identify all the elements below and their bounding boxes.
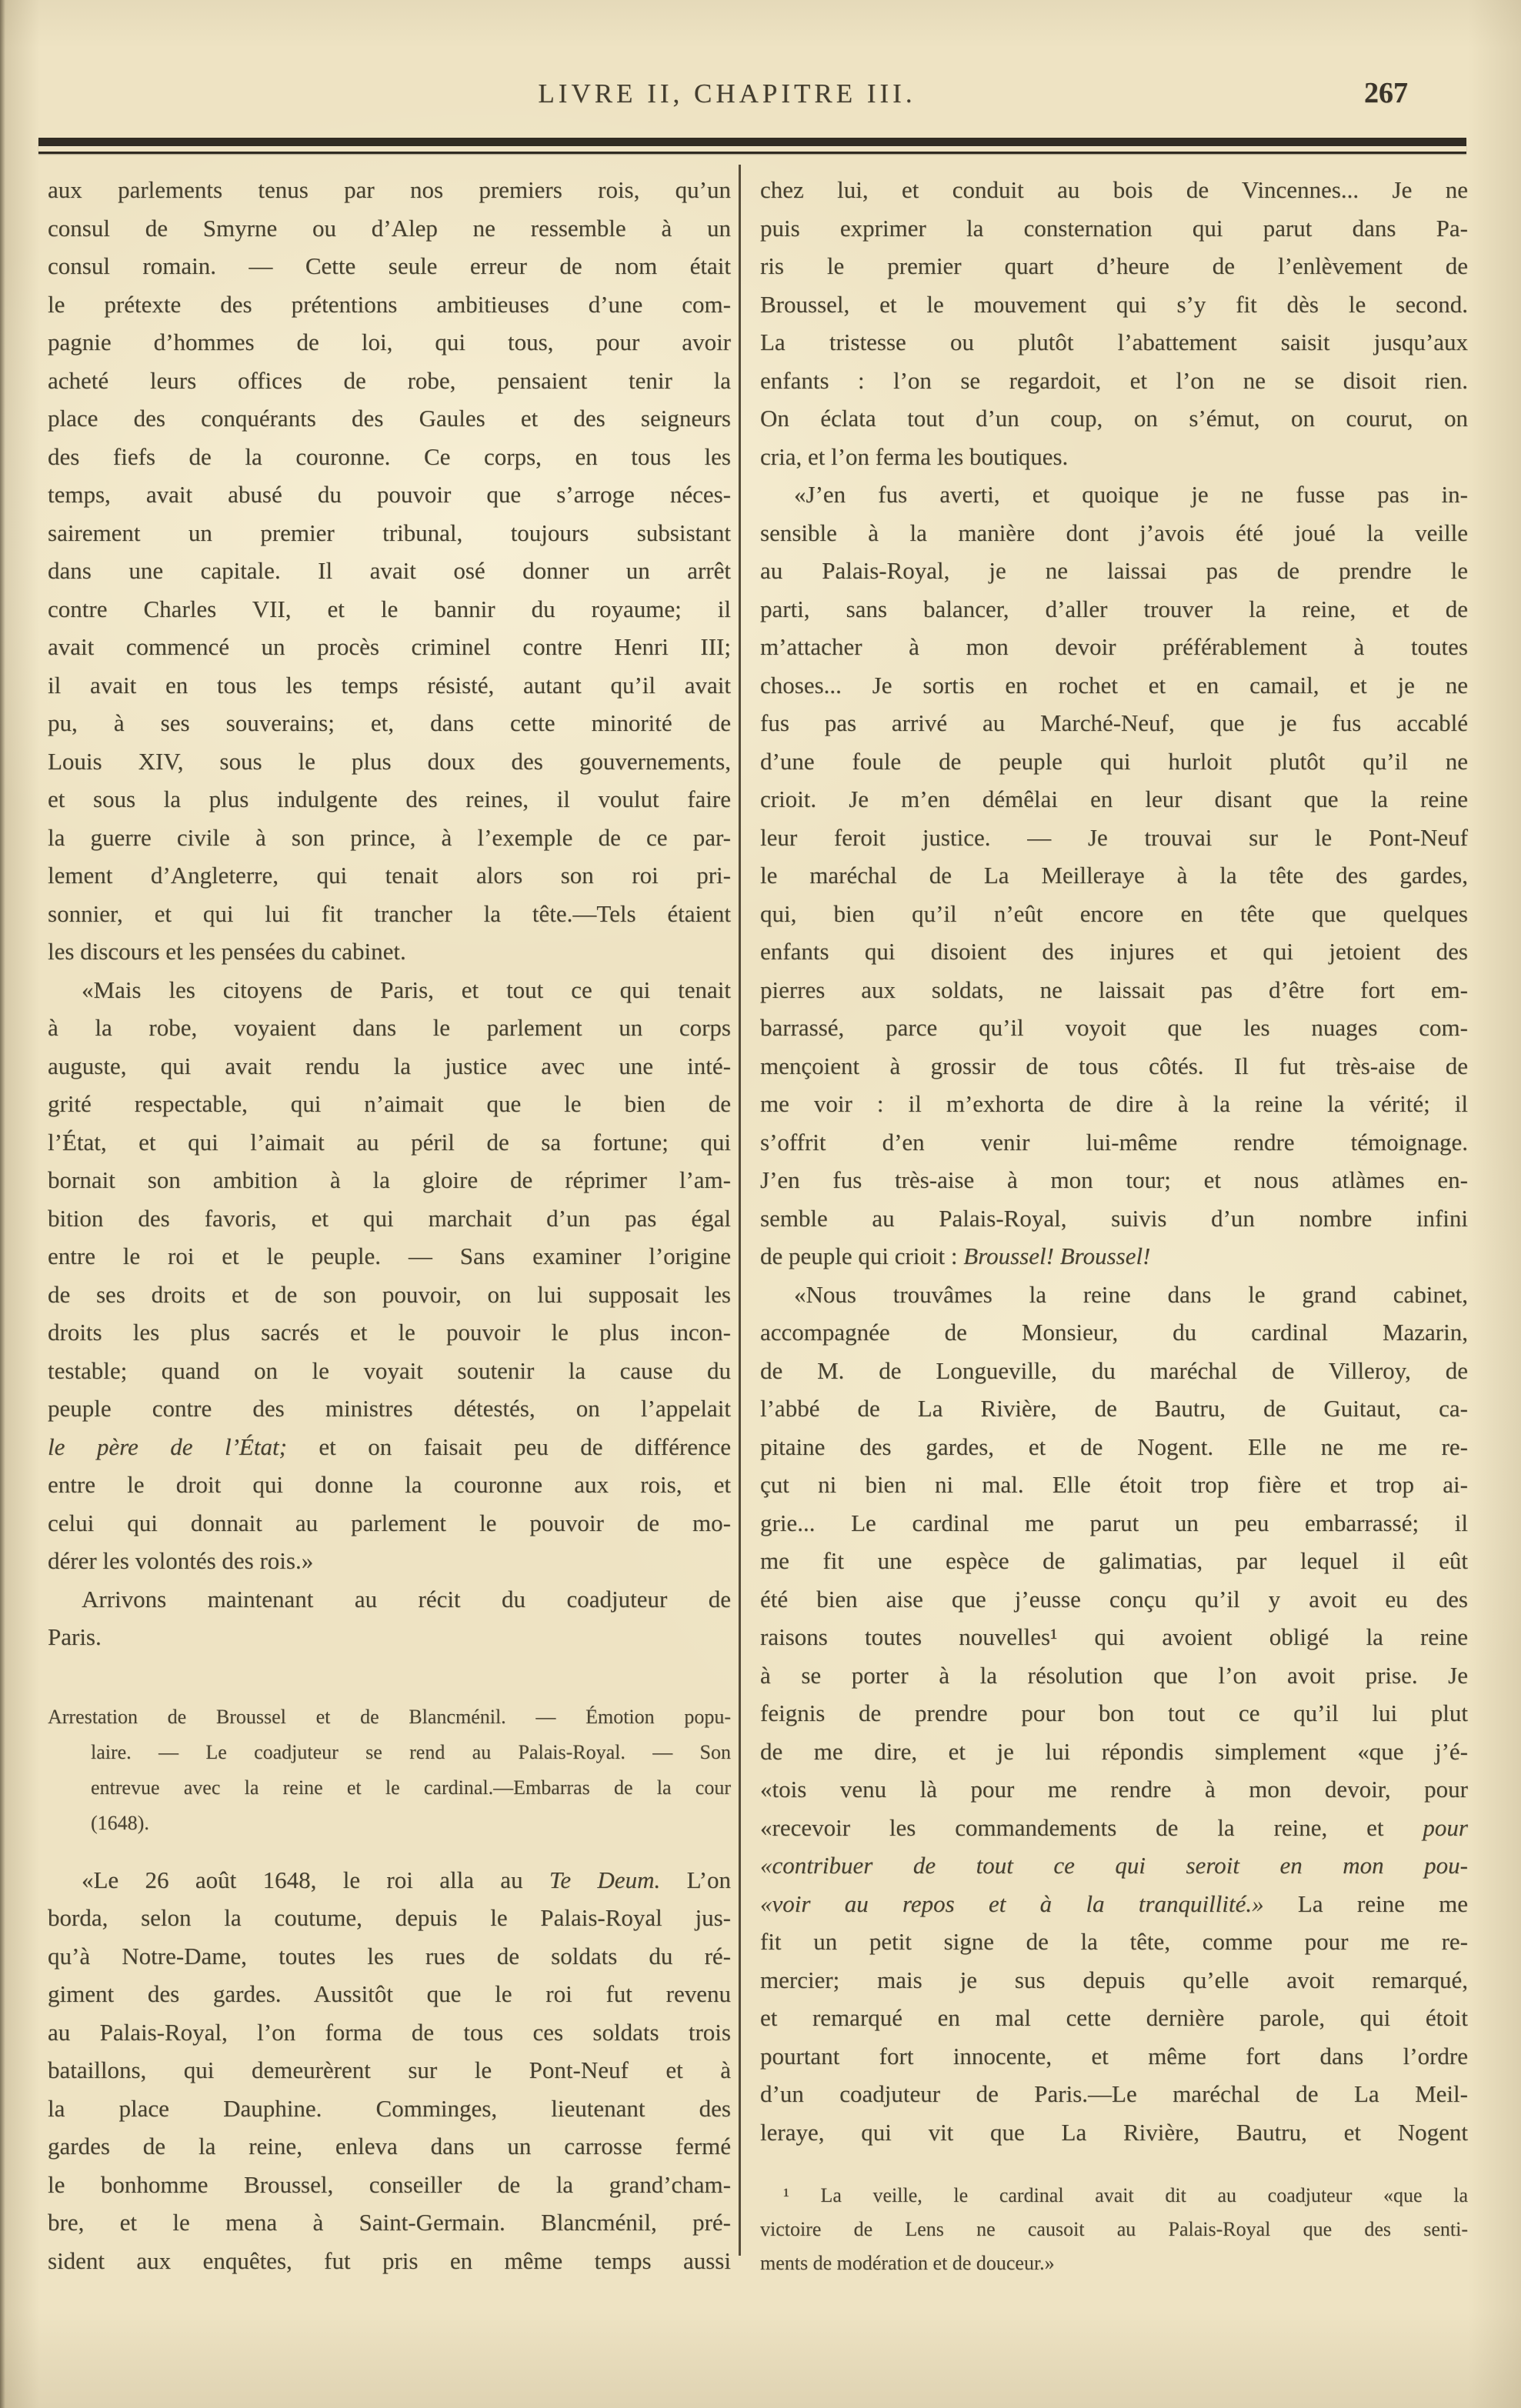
text-line: de peuple qui crioit : Broussel! Broussel! bbox=[760, 1242, 1151, 1269]
text-line: enfants : l’on se regardoit, et l’on ne se disoit rien. bbox=[760, 366, 1468, 394]
text-line: lement d’Angleterre, qui tenait alors son roi pri- bbox=[48, 862, 731, 889]
text-line: contre Charles VII, et le bannir du royaume; il bbox=[48, 595, 731, 622]
text-line: parti, sans balancer, d’aller trouver la reine, et de bbox=[760, 595, 1468, 622]
text-line: mercier; mais je sus depuis qu’elle avoit remarqué, bbox=[760, 1966, 1468, 1993]
text-line: d’un coadjuteur de Paris.—Le maréchal de La Meil- bbox=[760, 2080, 1468, 2107]
text-line: borda, selon la coutume, depuis le Palais-Royal jus- bbox=[48, 1904, 731, 1931]
text-line: laire. — Le coadjuteur se rend au Palais-Royal. — Son bbox=[91, 1740, 731, 1763]
text-line: aux parlements tenus par nos premiers rois, qu’un bbox=[48, 176, 731, 203]
text-line: ¹ La veille, le cardinal avait dit au coadjuteur «que la bbox=[783, 2184, 1468, 2206]
text-line: été bien aise que j’eusse conçu qu’il y avoit eu des bbox=[760, 1585, 1468, 1613]
text-line: m’attacher à mon devoir préférablement à toutes bbox=[760, 633, 1468, 660]
text-line: acheté leurs offices de robe, pensaient tenir la bbox=[48, 366, 731, 394]
text-line: «Le 26 août 1648, le roi alla au Te Deum. L’on bbox=[82, 1866, 731, 1893]
text-line: il avait en tous les temps résisté, autant qu’il avait bbox=[48, 671, 731, 699]
text-line: place des conquérants des Gaules et des seigneurs bbox=[48, 405, 731, 432]
text-line: fit un petit signe de la tête, comme pour me re- bbox=[760, 1928, 1468, 1955]
text-line: consul de Smyrne ou d’Alep ne ressemble à un bbox=[48, 214, 731, 242]
text-line: le maréchal de La Meilleraye à la tête des gardes, bbox=[760, 862, 1468, 889]
text-line: crioit. Je m’en démêlai en leur disant que la reine bbox=[760, 785, 1468, 812]
text-line: puis exprimer la consternation qui parut dans Pa- bbox=[760, 214, 1468, 242]
text-line: mençoient à grossir de tous côtés. Il fut très-aise de bbox=[760, 1052, 1468, 1079]
text-line: consul romain. — Cette seule erreur de nom était bbox=[48, 252, 731, 279]
text-line: le bonhomme Broussel, conseiller de la grand’cham- bbox=[48, 2170, 731, 2198]
text-line: «voir au repos et à la tranquillité.» La reine me bbox=[760, 1889, 1468, 1917]
left-column-text-block bbox=[48, 171, 731, 1656]
text-line: «tois venu là pour me rendre à mon devoir, pour bbox=[760, 1776, 1468, 1803]
text-line: la place Dauphine. Comminges, lieutenant des bbox=[48, 2094, 731, 2122]
text-line: fus pas arrivé au Marché-Neuf, que je fus accablé bbox=[760, 709, 1468, 736]
text-line: pitaine des gardes, et de Nogent. Elle ne me re- bbox=[760, 1432, 1468, 1460]
footnote bbox=[760, 2179, 1468, 2280]
text-line: les discours et les pensées du cabinet. bbox=[48, 938, 406, 965]
text-line: d’une foule de peuple qui hurloit plutôt qu’il ne bbox=[760, 747, 1468, 775]
text-line: «Mais les citoyens de Paris, et tout ce qui tenait bbox=[82, 976, 731, 1003]
text-line: sensible à la manière dont j’avois été joué la veille bbox=[760, 519, 1468, 546]
text-line: Arrivons maintenant au récit du coadjuteur de bbox=[82, 1585, 731, 1613]
text-line: pagnie d’hommes de loi, qui tous, pour avoir bbox=[48, 329, 731, 355]
column-divider-rule bbox=[739, 165, 741, 2256]
left-column-text-block-2 bbox=[48, 1861, 731, 2280]
text-line: Paris. bbox=[48, 1623, 102, 1650]
text-line: enfants qui disoient des injures et qui jetoient des bbox=[760, 938, 1468, 965]
text-line: sonnier, et qui lui fit trancher la tête.—Tels étaient bbox=[48, 899, 731, 927]
text-line: Louis XIV, sous le plus doux des gouvernements, bbox=[48, 747, 731, 775]
text-line: s’offrit d’en venir lui-même rendre témoignage. bbox=[760, 1128, 1468, 1156]
text-line: avait commencé un procès criminel contre Henri III; bbox=[48, 633, 731, 660]
text-line: leur feroit justice. — Je trouvai sur le Pont-Neuf bbox=[760, 823, 1468, 851]
text-line: accompagnée de Monsieur, du cardinal Mazarin, bbox=[760, 1319, 1468, 1346]
text-line: victoire de Lens ne causoit au Palais-Royal que des senti- bbox=[760, 2218, 1468, 2240]
text-line: au Palais-Royal, l’on forma de tous ces soldats trois bbox=[48, 2018, 731, 2046]
page-number: 267 bbox=[1364, 77, 1408, 109]
text-line: leraye, qui vit que La Rivière, Bautru, et Nogent bbox=[760, 2118, 1468, 2146]
text-line: testable; quand on le voyait soutenir la cause du bbox=[48, 1356, 731, 1384]
text-line: semble au Palais-Royal, suivis d’un nombre infini bbox=[760, 1204, 1468, 1232]
text-line: temps, avait abusé du pouvoir que s’arroge néces- bbox=[48, 481, 731, 508]
text-line: et remarqué en mal cette dernière parole, qui étoit bbox=[760, 2004, 1468, 2031]
text-line: auguste, qui avait rendu la justice avec une inté- bbox=[48, 1052, 731, 1079]
text-line: me voir : il m’exhorta de dire à la reine la vérité; il bbox=[760, 1090, 1468, 1117]
text-line: cria, et l’on ferma les boutiques. bbox=[760, 442, 1069, 470]
text-line: La tristesse ou plutôt l’abattement saisit jusqu’aux bbox=[760, 329, 1468, 355]
text-line: barrassé, parce qu’il voyoit que les nuages com- bbox=[760, 1014, 1468, 1041]
text-line: l’État, et qui l’aimait au péril de sa fortune; qui bbox=[48, 1128, 731, 1156]
text-line: à la robe, voyaient dans le parlement un corps bbox=[48, 1014, 731, 1041]
text-line: pierres aux soldats, ne laissait pas d’être fort em- bbox=[760, 976, 1468, 1003]
text-line: le père de l’État; et on faisait peu de différence bbox=[48, 1432, 731, 1460]
chapter-argument bbox=[48, 1699, 731, 1841]
text-line: choses... Je sortis en rochet et en camail, et je ne bbox=[760, 671, 1468, 699]
text-line: au Palais-Royal, je ne laissai pas de prendre le bbox=[760, 557, 1468, 584]
text-line: de ses droits et de son pouvoir, on lui supposait les bbox=[48, 1280, 731, 1308]
text-line: et sous la plus indulgente des reines, il voulut faire bbox=[48, 785, 731, 812]
text-line: sident aux enquêtes, fut pris en même temps aussi bbox=[48, 2246, 731, 2274]
text-line: peuple contre des ministres détestés, on l’appelait bbox=[48, 1395, 731, 1422]
text-line: de me dire, et je lui répondis simplement «que j’é- bbox=[760, 1737, 1468, 1765]
text-line: «J’en fus averti, et quoique je ne fusse pas in- bbox=[794, 481, 1468, 508]
text-line: droits les plus sacrés et le pouvoir le plus incon- bbox=[48, 1319, 731, 1346]
text-line: bataillons, qui demeurèrent sur le Pont-Neuf et à bbox=[48, 2056, 731, 2083]
text-line: qui, bien qu’il n’eût encore en tête que quelques bbox=[760, 899, 1468, 927]
header-double-rule bbox=[38, 138, 1466, 154]
text-line: çut ni bien ni mal. Elle étoit trop fière et trop ai- bbox=[760, 1471, 1468, 1498]
text-line: pourtant fort innocente, et même fort dans l’ordre bbox=[760, 2042, 1468, 2069]
text-line: la guerre civile à son prince, à l’exemple de ce par- bbox=[48, 823, 731, 851]
text-line: grité respectable, qui n’aimait que le bien de bbox=[48, 1090, 731, 1117]
text-line: «Nous trouvâmes la reine dans le grand cabinet, bbox=[794, 1280, 1468, 1308]
text-line: Arrestation de Broussel et de Blancménil. — Émotion popu- bbox=[48, 1705, 731, 1728]
text-line: dans une capitale. Il avait osé donner un arrêt bbox=[48, 557, 731, 584]
text-line: bornait son ambition à la gloire de réprimer l’am- bbox=[48, 1166, 731, 1193]
text-line: ments de modération et de douceur.» bbox=[760, 2252, 1055, 2274]
text-line: celui qui donnait au parlement le pouvoir de mo- bbox=[48, 1509, 731, 1536]
text-line: entre le droit qui donne la couronne aux rois, et bbox=[48, 1471, 731, 1498]
text-line: pu, à ses souverains; et, dans cette minorité de bbox=[48, 709, 731, 736]
text-line: le prétexte des prétentions ambitieuses d’une com- bbox=[48, 290, 731, 318]
text-line: J’en fus très-aise à mon tour; et nous atlàmes en- bbox=[760, 1166, 1468, 1193]
text-line: On éclata tout d’un coup, on s’émut, on courut, on bbox=[760, 405, 1468, 432]
text-line: de M. de Longueville, du maréchal de Villeroy, de bbox=[760, 1356, 1468, 1384]
text-line: entre le roi et le peuple. — Sans examiner l’origine bbox=[48, 1242, 731, 1269]
text-line: bre, et le mena à Saint-Germain. Blancménil, pré- bbox=[48, 2209, 731, 2236]
text-line: entrevue avec la reine et le cardinal.—Embarras de la cour bbox=[91, 1776, 731, 1799]
text-line: dérer les volontés des rois.» bbox=[48, 1547, 314, 1574]
text-line: chez lui, et conduit au bois de Vincennes... Je ne bbox=[760, 176, 1468, 203]
text-line: «contribuer de tout ce qui seroit en mon pou- bbox=[760, 1852, 1468, 1879]
text-line: à se porter à la résolution que l’on avoit prise. Je bbox=[760, 1661, 1468, 1689]
text-line: (1648). bbox=[91, 1811, 149, 1834]
text-line: Broussel, et le mouvement qui s’y fit dès le second. bbox=[760, 290, 1468, 318]
text-line: me fit une espèce de galimatias, par lequel il eût bbox=[760, 1547, 1468, 1574]
text-line: gardes de la reine, enleva dans un carrosse fermé bbox=[48, 2133, 731, 2160]
right-column bbox=[760, 171, 1468, 2280]
text-line: feignis de prendre pour bon tout ce qu’il lui plut bbox=[760, 1699, 1468, 1726]
text-line: «recevoir les commandements de la reine, et pour bbox=[760, 1813, 1468, 1841]
left-column bbox=[48, 171, 731, 2280]
text-line: l’abbé de La Rivière, de Bautru, de Guitaut, ca- bbox=[760, 1395, 1468, 1422]
text-line: raisons toutes nouvelles¹ qui avoient obligé la reine bbox=[760, 1623, 1468, 1650]
right-column-text-block bbox=[760, 171, 1468, 2151]
text-line: ris le premier quart d’heure de l’enlèvement de bbox=[760, 252, 1468, 279]
text-line: grie... Le cardinal me parut un peu embarrassé; il bbox=[760, 1509, 1468, 1536]
text-line: giment des gardes. Aussitôt que le roi fut revenu bbox=[48, 1980, 731, 2007]
text-line: des fiefs de la couronne. Ce corps, en tous les bbox=[48, 442, 731, 470]
text-line: sairement un premier tribunal, toujours subsistant bbox=[48, 519, 731, 546]
text-line: qu’à Notre-Dame, toutes les rues de soldats du ré- bbox=[48, 1942, 731, 1969]
text-line: bition des favoris, et qui marchait d’un pas égal bbox=[48, 1204, 731, 1232]
running-head-title: LIVRE II, CHAPITRE III. bbox=[538, 78, 916, 108]
